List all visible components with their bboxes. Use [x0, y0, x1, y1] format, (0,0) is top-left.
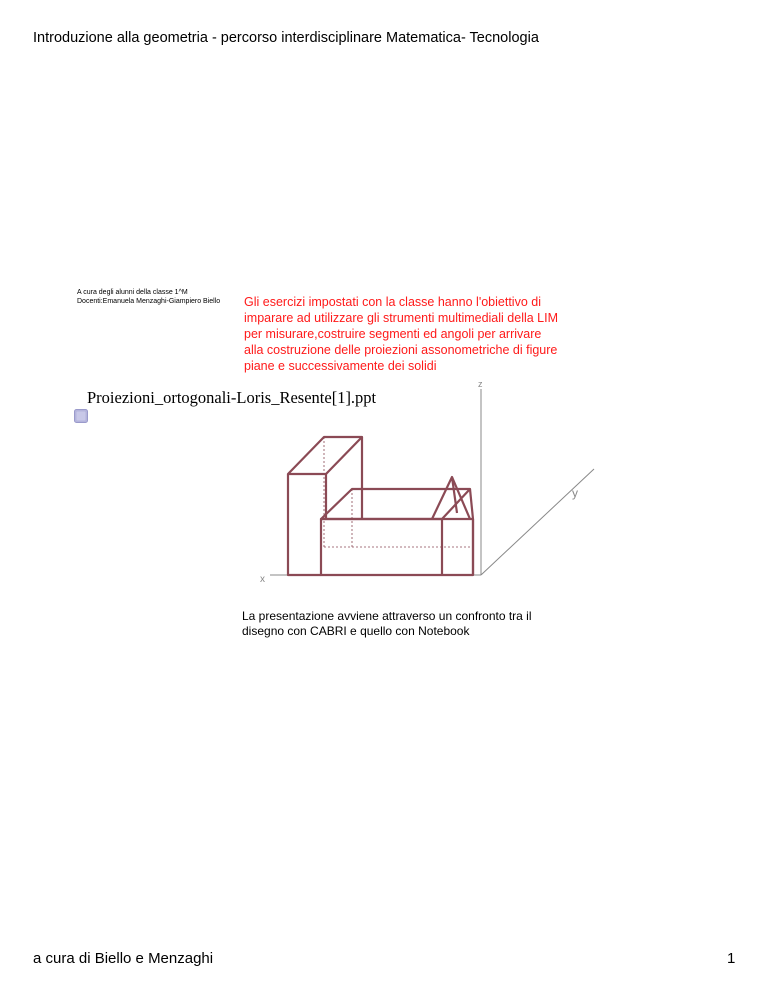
attachment-icon[interactable]	[74, 409, 88, 423]
credits-block	[77, 289, 220, 306]
presentation-caption: La presentazione avviene attraverso un confronto tra il disegno con CABRI e quello con Notebook	[242, 609, 532, 638]
credits-class-line: A cura degli alunni della classe 1^M	[77, 289, 188, 296]
tall-prism-front	[288, 474, 321, 575]
footer-authors: a cura di Biello e Menzaghi	[33, 950, 214, 967]
axonometric-drawing	[252, 377, 602, 585]
solids	[288, 437, 473, 575]
pyramid	[432, 477, 470, 519]
credits-teachers-line: Docenti:Emanuela Menzaghi-Giampiero Biello	[77, 297, 221, 305]
attachment-filename[interactable]: Proiezioni_ortogonali-Loris_Resente[1].ppt	[87, 388, 377, 407]
objective-note: Gli esercizi impostati con la classe hanno l'obiettivo di imparare ad utilizzare gli strumenti multimediali della LIM per misurare,costruire segmenti ed angoli per arrivare alla costruzione delle proiezioni assonometriche di figure piane e successivamente dei solidi	[244, 295, 559, 373]
tall-prism-top	[288, 437, 362, 474]
x-axis-label: x	[260, 574, 265, 585]
page-header-title: Introduzione alla geometria - percorso interdisciplinare Matematica- Tecnologia	[33, 30, 539, 46]
page-number: 1	[727, 950, 736, 967]
y-axis-label: y	[572, 486, 578, 500]
slab-top	[321, 489, 470, 519]
z-axis-label: z	[478, 379, 483, 389]
